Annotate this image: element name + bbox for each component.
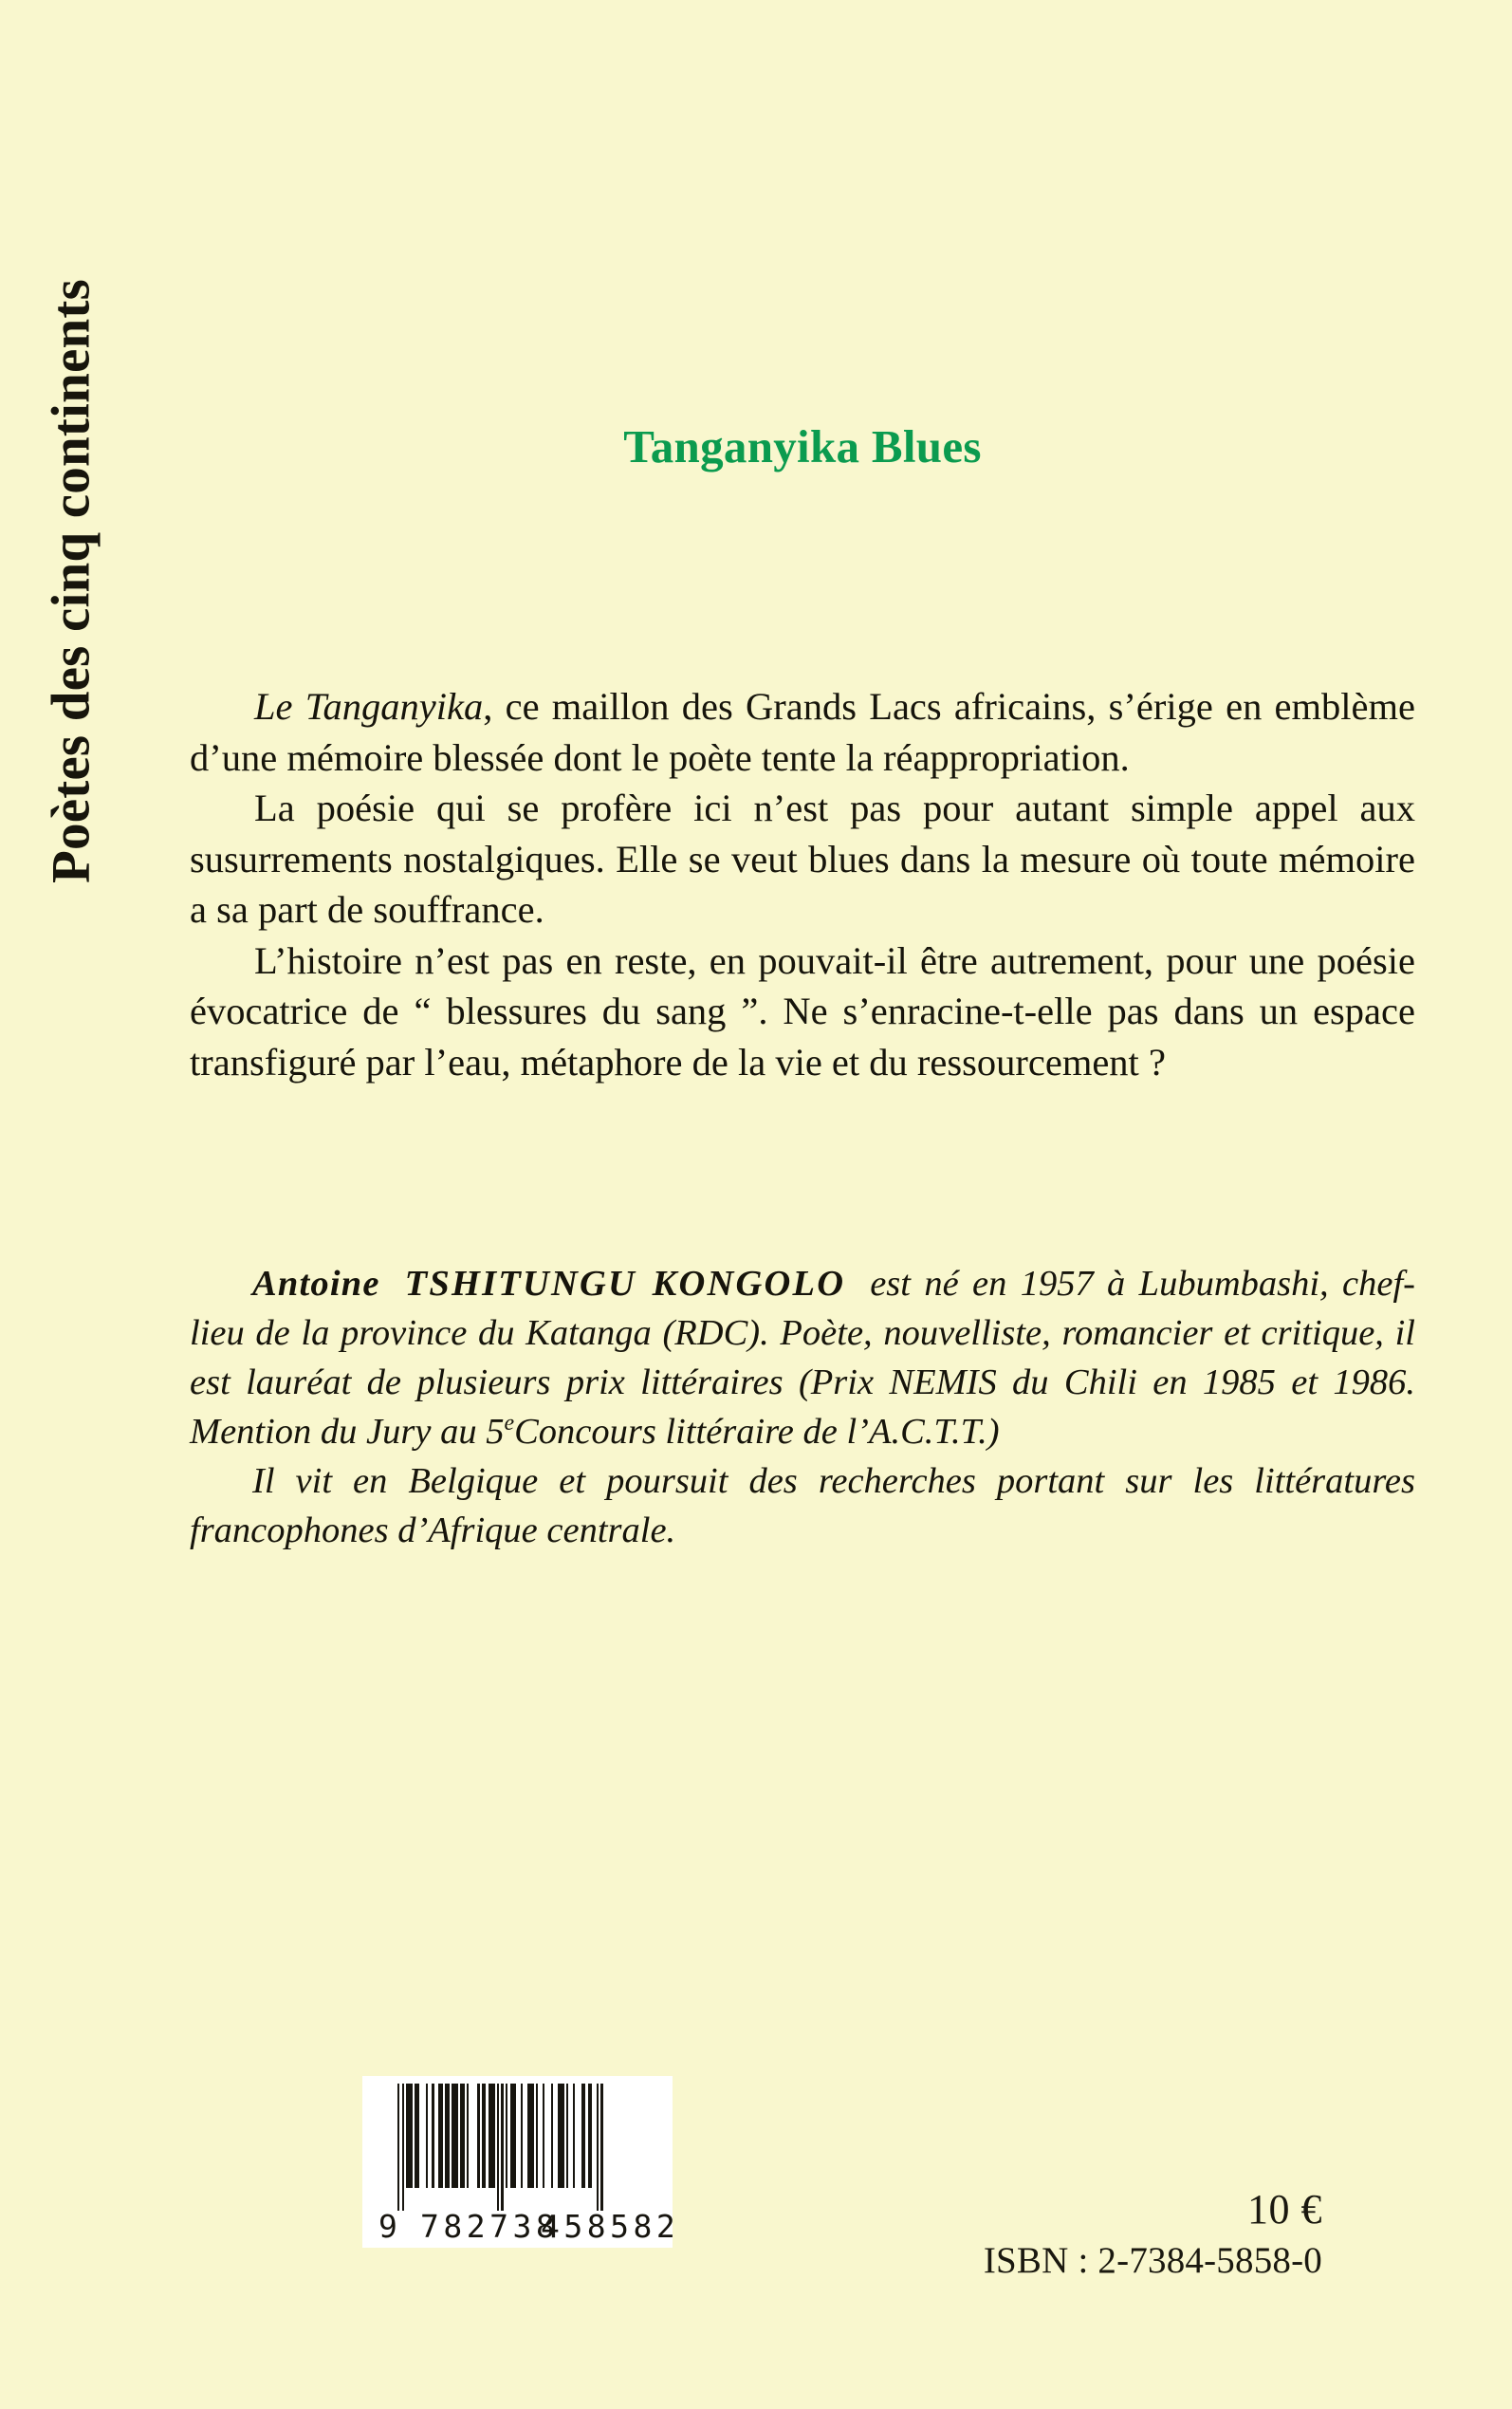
- barcode-bars: [397, 2084, 651, 2211]
- barcode-bar: [397, 2084, 399, 2211]
- barcode: [362, 2076, 680, 2248]
- author-first-name: Antoine: [252, 1264, 380, 1304]
- barcode-bar: [432, 2084, 433, 2188]
- blurb-paragraph-2: La poésie qui se profère ici n’est pas pour autant simple appel aux susurrements nostalgiques. Elle se veut blues dans la mesure où toute mémoire a sa part de souffrance.: [190, 787, 1415, 931]
- barcode-bar: [573, 2084, 575, 2188]
- barcode-bar: [521, 2084, 523, 2188]
- blurb-italic-lead: Le Tanganyika: [254, 685, 484, 728]
- bio-paragraph-2: Il vit en Belgique et poursuit des recherches portant sur les littératures francophones d’Afrique centrale.: [190, 1461, 1415, 1550]
- barcode-bar: [406, 2084, 413, 2188]
- barcode-bar: [477, 2084, 479, 2188]
- price-label: 10 €: [1247, 2186, 1322, 2233]
- barcode-bar: [489, 2084, 495, 2188]
- blurb-paragraph-3: L’histoire n’est pas en reste, en pouvait-il être autrement, pour une poésie évocatrice de “ blessures du sang ”. Ne s’enracine-t-elle pas dans un espace transfiguré par l’eau, métaphore de la vie et du ressourcement ?: [190, 938, 1415, 1084]
- barcode-bar: [438, 2084, 443, 2188]
- bio-paragraph-1-rest: est né en 1957 à Lubumbashi, chef-lieu de la province du Katanga (RDC). Poète, nouvelliste, romancier et critique, il est lauréat de plusieurs prix littéraires (Prix NEMIS du Chili en 1985 et 1986. Mention du Jury au 5: [190, 1264, 1415, 1452]
- barcode-bar: [588, 2084, 593, 2188]
- barcode-digit-group-3: 458582: [541, 2208, 680, 2245]
- author-bio-block: [190, 1259, 1415, 1555]
- isbn-label: ISBN : 2-7384-5858-0: [983, 2240, 1322, 2281]
- barcode-bar: [527, 2084, 534, 2188]
- barcode-digits: [377, 2208, 680, 2246]
- barcode-bar: [597, 2084, 599, 2211]
- barcode-bar: [415, 2084, 419, 2188]
- page-title: Tanganyika Blues: [623, 420, 982, 473]
- barcode-bar: [600, 2084, 602, 2211]
- barcode-bar: [536, 2084, 538, 2188]
- collection-spine-band: [0, 0, 142, 1186]
- barcode-bar: [543, 2084, 544, 2188]
- barcode-bar: [467, 2084, 469, 2188]
- barcode-bar: [558, 2084, 564, 2188]
- barcode-bar: [551, 2084, 553, 2188]
- collection-name-vertical: Poètes des cinq continents: [41, 279, 101, 883]
- barcode-bar: [482, 2084, 487, 2188]
- barcode-bar: [460, 2084, 465, 2188]
- barcode-bar: [506, 2084, 507, 2188]
- blurb-paragraph-1: [190, 681, 1415, 783]
- barcode-digit-group-2: 782738: [420, 2208, 560, 2245]
- barcode-bar: [501, 2084, 503, 2211]
- bio-paragraph-1: [190, 1259, 1415, 1456]
- bio-paragraph-1-tail: Concours littéraire de l’A.C.T.T.): [514, 1412, 1000, 1452]
- barcode-digit-group-1: 9: [378, 2208, 397, 2245]
- barcode-bar: [497, 2084, 499, 2211]
- barcode-bar: [581, 2084, 586, 2188]
- blurb-paragraph-1-rest: , ce maillon des Grands Lacs africains, s’érige en emblème d’une mémoire blessée dont le poète tente la réappropriation.: [190, 685, 1415, 779]
- cover-content-column: [190, 0, 1415, 2409]
- barcode-bar: [566, 2084, 568, 2188]
- barcode-bar: [510, 2084, 517, 2188]
- ordinal-superscript: e: [504, 1411, 515, 1436]
- barcode-bar: [445, 2084, 450, 2188]
- blurb-block: [190, 681, 1415, 1087]
- barcode-bar: [452, 2084, 458, 2188]
- barcode-bar: [426, 2084, 428, 2188]
- author-surname: TSHITUNGU KONGOLO: [404, 1264, 846, 1304]
- barcode-bar: [402, 2084, 404, 2211]
